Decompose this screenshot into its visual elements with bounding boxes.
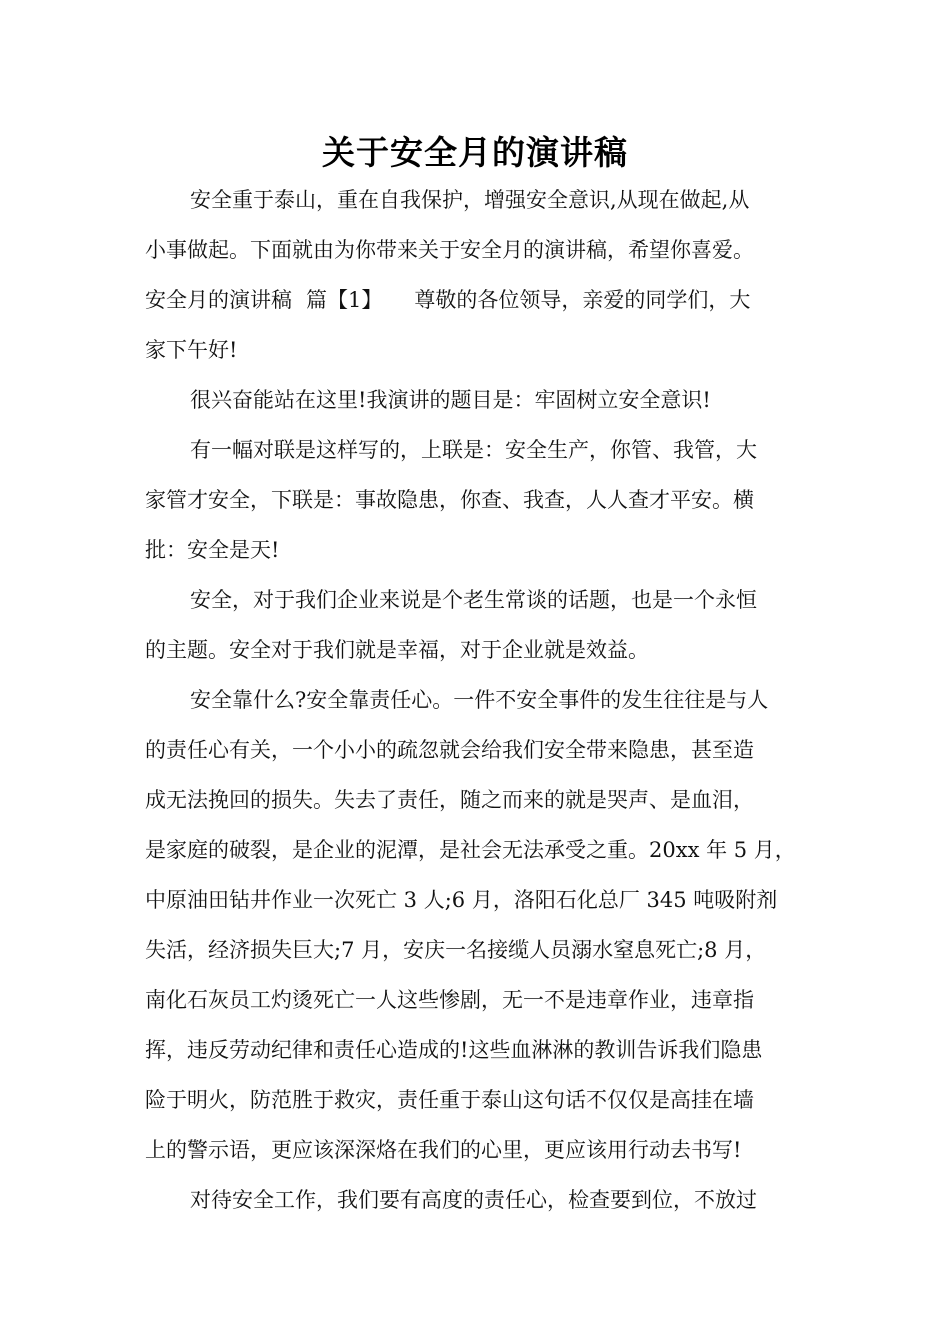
- paragraph-line: 安全，对于我们企业来说是个老生常谈的话题，也是一个永恒: [190, 588, 757, 612]
- paragraph-line: 是家庭的破裂，是企业的泥潭，是社会无法承受之重。20xx 年 5 月，: [145, 838, 796, 862]
- paragraph-line: 上的警示语，更应该深深烙在我们的心里，更应该用行动去书写!: [145, 1138, 742, 1162]
- paragraph-line: 险于明火，防范胜于救灾，责任重于泰山这句话不仅仅是高挂在墙: [145, 1088, 754, 1112]
- section-heading-part: 篇【1】: [306, 288, 383, 312]
- paragraph-line: 成无法挽回的损失。失去了责任，随之而来的就是哭声、是血泪，: [145, 788, 754, 812]
- paragraph-line: 南化石灰员工灼烫死亡一人这些惨剧，无一不是违章作业，违章指: [145, 988, 754, 1012]
- paragraph-line: 的主题。安全对于我们就是幸福，对于企业就是效益。: [145, 638, 649, 662]
- document-title: 关于安全月的演讲稿: [322, 133, 628, 172]
- intro-line: 小事做起。下面就由为你带来关于安全月的演讲稿，希望你喜爱。: [145, 238, 754, 262]
- paragraph-line: 中原油田钻井作业一次死亡 3 人;6 月，洛阳石化总厂 345 吨吸附剂: [145, 888, 778, 912]
- paragraph-line: 安全靠什么?安全靠责任心。一件不安全事件的发生往往是与人: [190, 688, 769, 712]
- paragraph-line: 失活，经济损失巨大;7 月，安庆一名接缆人员溺水窒息死亡;8 月，: [145, 938, 767, 962]
- paragraph-line: 对待安全工作，我们要有高度的责任心，检查要到位，不放过: [190, 1188, 757, 1212]
- section-heading-label: 安全月的演讲稿: [145, 288, 292, 312]
- paragraph-line: 挥，违反劳动纪律和责任心造成的!这些血淋淋的教训告诉我们隐患: [145, 1038, 763, 1062]
- greeting-line: 家下午好!: [145, 338, 238, 362]
- paragraph-line: 批：安全是天!: [145, 538, 280, 562]
- intro-line: 安全重于泰山，重在自我保护，增强安全意识,从现在做起,从: [190, 188, 750, 212]
- section-heading-line: [145, 282, 750, 318]
- salutation-text: 尊敬的各位领导，亲爱的同学们，大: [414, 288, 751, 312]
- paragraph-line: 很兴奋能站在这里!我演讲的题目是：牢固树立安全意识!: [190, 388, 711, 412]
- paragraph-line: 的责任心有关，一个小小的疏忽就会给我们安全带来隐患，甚至造: [145, 738, 754, 762]
- paragraph-line: 家管才安全，下联是：事故隐患，你查、我查，人人查才平安。横: [145, 488, 754, 512]
- paragraph-line: 有一幅对联是这样写的，上联是：安全生产，你管、我管，大: [190, 438, 757, 462]
